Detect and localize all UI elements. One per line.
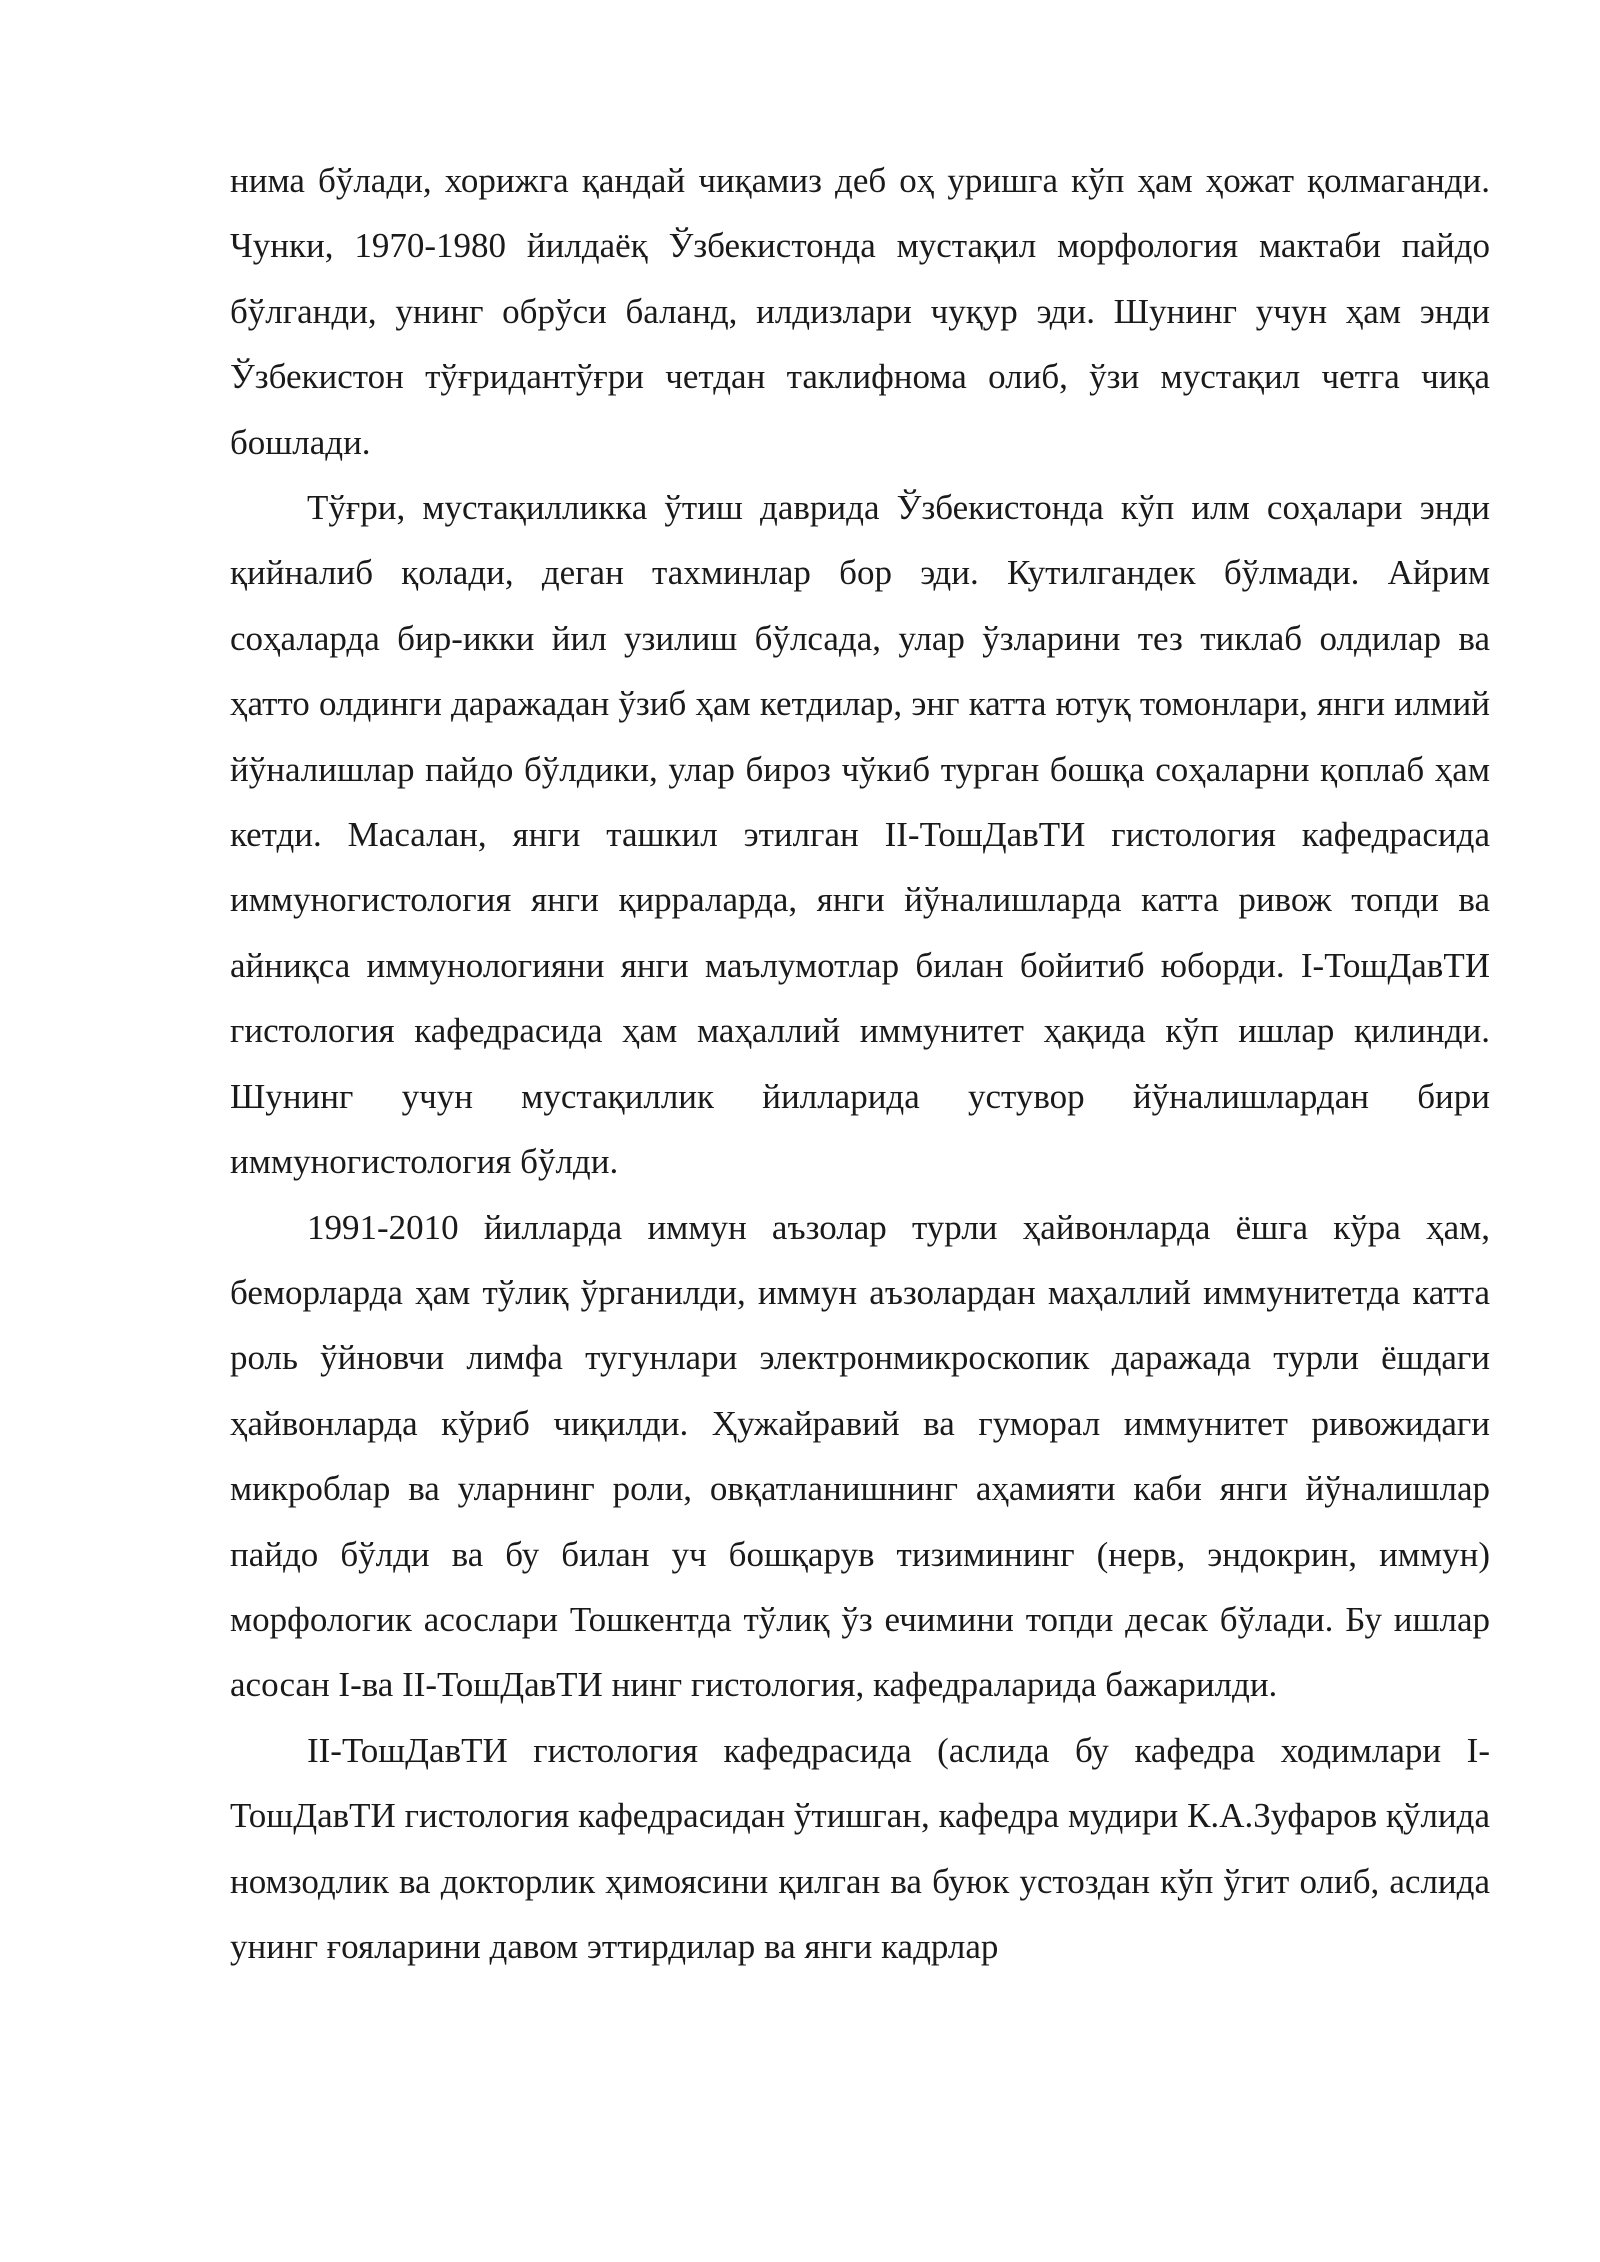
paragraph-3: 1991-2010 йилларда иммун аъзолар турли ҳайвонларда ёшга кўра ҳам, беморларда ҳам тўлиқ ўрганилди, иммун аъзолардан маҳаллий иммунитетда катта роль ўйновчи лимфа тугунлари электронмикроскопик даражада турли ёшдаги ҳайвонларда кўриб чиқилди. Ҳужайравий ва гуморал иммунитет ривожидаги микроблар ва уларнинг роли, овқатланишнинг аҳамияти каби янги йўналишлар пайдо бўлди ва бу билан уч бошқарув тизимининг (нерв, эндокрин, иммун) морфологик асослари Тошкентда тўлиқ ўз ечимини топди десак бўлади. Бу ишлар асосан I-ва II-ТошДавТИ нинг гистология, кафедраларида бажарилди. (230, 1207, 1490, 1705)
paragraph-2: Тўғри, мустақилликка ўтиш даврида Ўзбекистонда кўп илм соҳалари энди қийналиб қолади, деган тахминлар бор эди. Кутилгандек бўлмади. Айрим соҳаларда бир-икки йил узилиш бўлсада, улар ўзларини тез тиклаб олдилар ва ҳатто олдинги даражадан ўзиб ҳам кетдилар, энг катта ютуқ томонлари, янги илмий йўналишлар пайдо бўлдики, улар бироз чўкиб турган бошқа соҳаларни қоплаб ҳам кетди. Масалан, янги ташкил этилган II-ТошДавТИ гистология кафедрасида иммуногистология янги қирраларда, янги йўналишларда катта ривож топди ва айниқса иммунологияни янги маълумотлар билан бойитиб юборди. I-ТошДавТИ гистология кафедрасида ҳам маҳаллий иммунитет ҳақида кўп ишлар қилинди. Шунинг учун мустақиллик йилларида устувор йўналишлардан бири иммуногистология бўлди. (230, 488, 1490, 1182)
paragraph-4: II-ТошДавТИ гистология кафедрасида (аслида бу кафедра ходимлари I-ТошДавТИ гистология кафедрасидан ўтишган, кафедра мудири К.А.Зуфаров қўлида номзодлик ва докторлик ҳимоясини қилган ва буюк устоздан кўп ўгит олиб, аслида унинг ғояларини давом эттирдилар ва янги кадрлар (230, 1730, 1490, 1966)
document-body (230, 148, 1490, 1979)
paragraph-1: нима бўлади, хорижга қандай чиқамиз деб оҳ уришга кўп ҳам ҳожат қолмаганди. Чунки, 1970-1980 йилдаёқ Ўзбекистонда мустақил морфология мактаби пайдо бўлганди, унинг обрўси баланд, илдизлари чуқур эди. Шунинг учун ҳам энди Ўзбекистон тўғридантўғри четдан таклифнома олиб, ўзи мустақил четга чиқа бошлади. (230, 161, 1490, 462)
